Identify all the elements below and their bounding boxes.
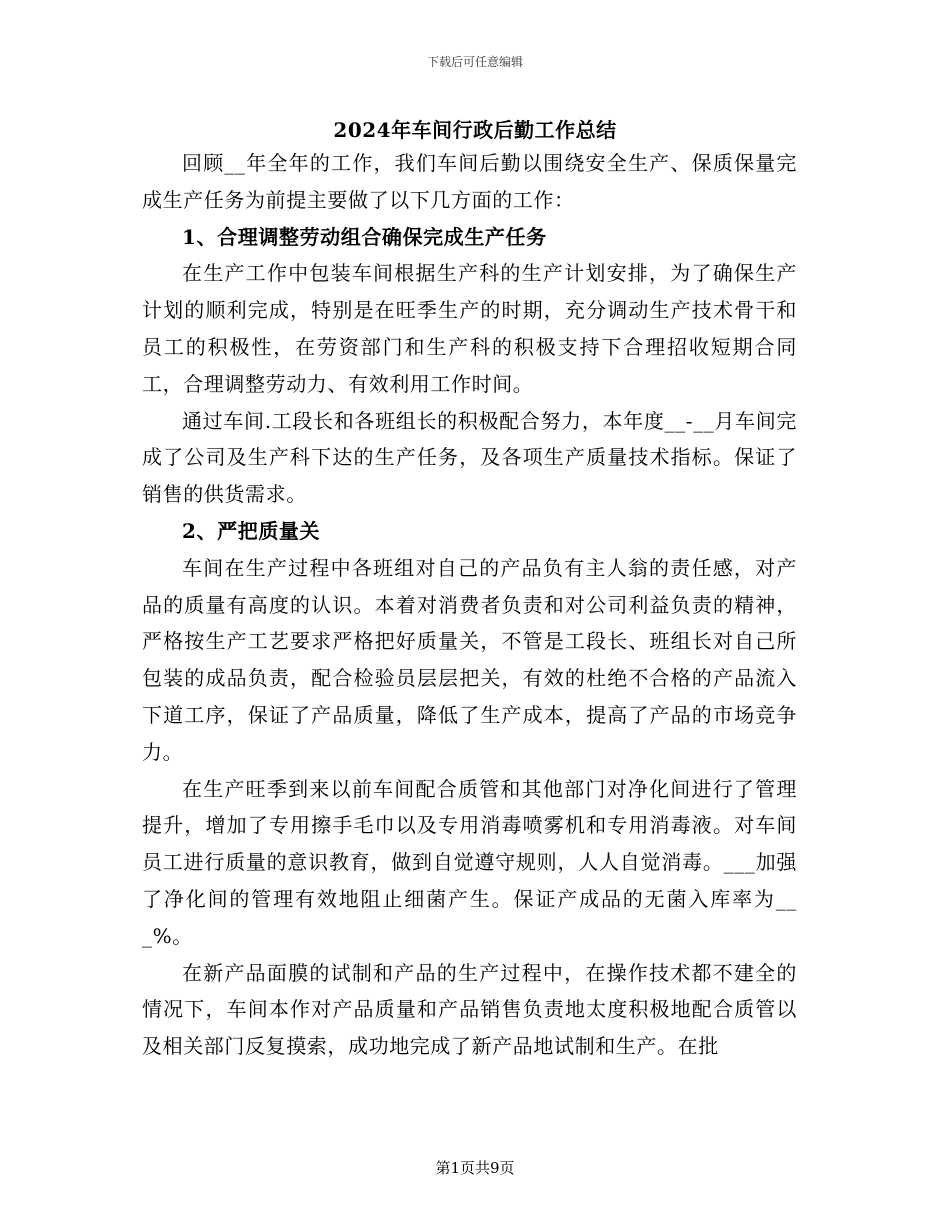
document-body (142, 145, 797, 1065)
page-footer: 第1页共9页 (435, 1159, 515, 1177)
body-paragraph-5: 在新产品面膜的试制和产品的生产过程中，在操作技术都不建全的情况下，车间本作对产品质量和产品销售负责地太度积极地配合质管以及相关部门反复摸索，成功地完成了新产品地试制和生产。在批 (142, 960, 797, 1059)
body-paragraph-4: 在生产旺季到来以前车间配合质管和其他部门对净化间进行了管理提升，增加了专用擦手毛巾以及专用消毒喷雾机和专用消毒液。对车间员工进行质量的意识教育，做到自觉遵守规则，人人自觉消毒。___加强了净化间的管理有效地阻止细菌产生。保证产成品的无菌入库率为___%。 (142, 776, 797, 948)
body-paragraph-1: 在生产工作中包装车间根据生产科的生产计划安排，为了确保生产计划的顺利完成，特别是在旺季生产的时期，充分调动生产技术骨干和员工的积极性，在劳资部门和生产科的积极支持下合理招收短期合同工，合理调整劳动力、有效利用工作时间。 (142, 261, 797, 396)
body-paragraph-2: 通过车间.工段长和各班组长的积极配合努力，本年度__-__月车间完成了公司及生产科下达的生产任务，及各项生产质量技术指标。保证了销售的供货需求。 (142, 408, 797, 507)
document-title: 2024年车间行政后勤工作总结 (333, 118, 617, 142)
intro-paragraph: 回顾__年全年的工作，我们车间后勤以围绕安全生产、保质保量完成生产任务为前提主要做了以下几方面的工作： (142, 151, 797, 212)
section-heading-1: 1、合理调整劳动组合确保完成生产任务 (182, 224, 547, 249)
body-paragraph-3: 车间在生产过程中各班组对自己的产品负有主人翁的责任感，对产品的质量有高度的认识。本着对消费者负责和对公司利益负责的精神，严格按生产工艺要求严格把好质量关，不管是工段长、班组长对自己所包装的成品负责，配合检验员层层把关，有效的杜绝不合格的产品流入下道工序，保证了产品质量，降低了生产成本，提高了产品的市场竞争力。 (142, 555, 797, 764)
header-note: 下载后可任意编辑 (426, 55, 523, 69)
section-heading-2: 2、严把质量关 (182, 518, 321, 543)
